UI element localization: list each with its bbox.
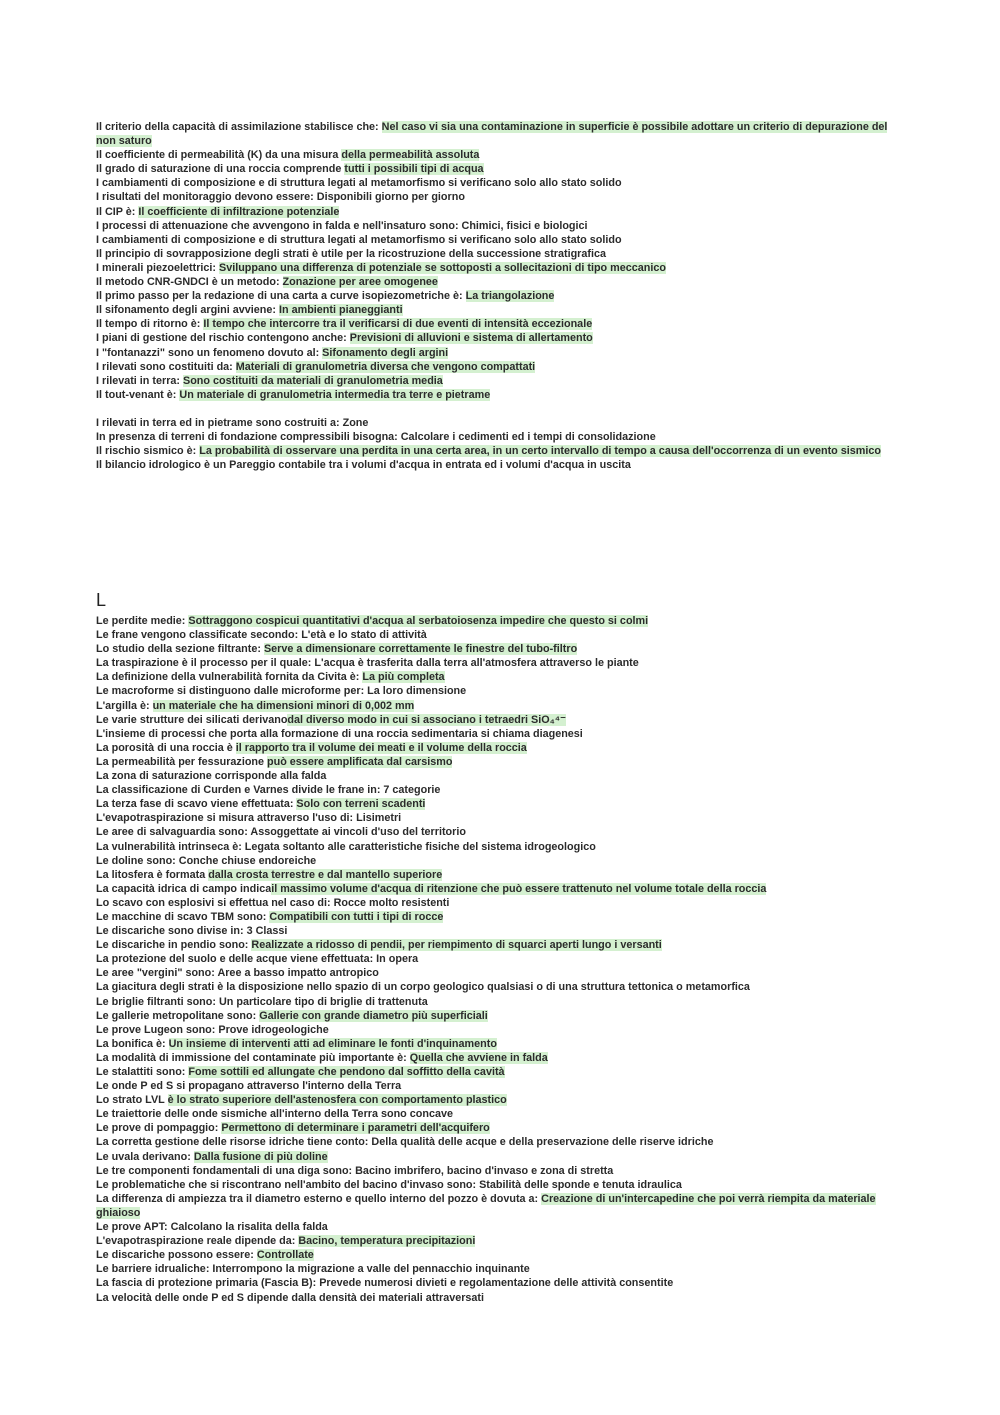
- qa-line: [96, 910, 908, 924]
- question-text: I piani di gestione del rischio contengono anche:: [96, 332, 350, 345]
- qa-line: [96, 952, 908, 966]
- question-text: Le onde P ed S si propagano attraverso l'interno della Terra: [96, 1080, 402, 1093]
- question-text: Il criterio della capacità di assimilazione stabilisce che:: [96, 121, 382, 133]
- qa-line: [96, 938, 908, 952]
- qa-line: [96, 868, 908, 882]
- qa-line: [96, 783, 908, 797]
- question-text: Le prove Lugeon sono: Prove idrogeologiche: [96, 1023, 329, 1036]
- section-letter: L: [96, 590, 107, 610]
- qa-line: [96, 727, 908, 741]
- question-text: La differenza di ampiezza tra il diametro esterno e quello interno del pozzo è dovuta a:: [96, 1192, 542, 1205]
- question-text: La definizione della vulnerabilità fornita da Civita è:: [96, 671, 363, 684]
- answer-highlight: Zonazione per aree omogenee: [282, 276, 438, 289]
- question-text: La classificazione di Curden e Varnes divide le frane in: 7 categorie: [96, 784, 441, 797]
- question-text: La bonifica è:: [96, 1037, 169, 1050]
- answer-highlight: il massimo volume d'acqua di ritenzione che può essere trattenuto nel volume totale della roccia: [271, 882, 767, 895]
- question-text: L'argilla è:: [96, 699, 153, 712]
- question-text: Le varie strutture dei silicati derivano: [96, 713, 288, 726]
- answer-highlight: Il coefficiente di infiltrazione potenziale: [138, 205, 340, 218]
- answer-highlight: è lo strato superiore dell'astenosfera con comportamento plastico: [167, 1094, 507, 1107]
- question-text: Lo scavo con esplosivi si effettua nel caso di: Rocce molto resistenti: [96, 896, 450, 909]
- qa-line: [96, 1121, 908, 1135]
- qa-line: [96, 1037, 908, 1051]
- qa-line: [96, 882, 908, 896]
- answer-highlight: Nel caso vi sia una contaminazione in superficie è possibile adottare un criterio di depurazione del non saturo: [96, 121, 888, 148]
- qa-line: [96, 317, 908, 331]
- qa-line: [96, 825, 908, 839]
- question-text: La vulnerabilità intrinseca è: Legata soltanto alle caratteristiche fisiche del sistema idrogeologico: [96, 840, 596, 853]
- question-text: La litosfera è formata: [96, 868, 209, 881]
- qa-line: [96, 1178, 908, 1192]
- qa-line: [96, 684, 908, 698]
- qa-line: [96, 148, 908, 162]
- question-text: Le stalattiti sono:: [96, 1066, 189, 1078]
- qa-section-2: [96, 614, 908, 1305]
- qa-line: [96, 346, 908, 360]
- question-text: I processi di attenuazione che avvengono in falda e nell'insaturo sono: Chimici, fisici e biologici: [96, 219, 588, 232]
- answer-highlight: un materiale che ha dimensioni minori di 0,002 mm: [152, 699, 415, 712]
- qa-line: [96, 1248, 908, 1262]
- qa-line: [96, 1135, 908, 1149]
- question-text: La porosità di una roccia è: [96, 741, 236, 754]
- qa-line: [96, 416, 908, 430]
- question-text: Le problematiche che si riscontrano nell'ambito del bacino d'invaso sono: Stabilità delle sponde e tenuta idraulica: [96, 1178, 682, 1191]
- question-text: La fascia di protezione primaria (Fascia B): Prevede numerosi divieti e regolamentazione delle attività consentite: [96, 1277, 674, 1290]
- qa-line: [96, 980, 908, 994]
- qa-line: [96, 1262, 908, 1276]
- question-text: Le prove APT: Calcolano la risalita della falda: [96, 1221, 328, 1234]
- question-text: La terza fase di scavo viene effettuata:: [96, 798, 297, 811]
- question-text: I rilevati in terra ed in pietrame sono costruiti a: Zone: [96, 416, 369, 429]
- question-text: Le aree "vergini" sono: Aree a basso impatto antropico: [96, 967, 379, 980]
- question-text: Le doline sono: Conche chiuse endoreiche: [96, 854, 317, 867]
- question-text: La giacitura degli strati è la disposizione nello spazio di un corpo geologico qualsiasi o di una struttura tettonica o metamorfica: [96, 981, 750, 994]
- answer-highlight: dalla crosta terrestre e dal mantello superiore: [208, 868, 443, 881]
- qa-line: [96, 303, 908, 317]
- answer-highlight: Sono costituiti da materiali di granulometria media: [183, 374, 443, 387]
- question-text: I rilevati in terra:: [96, 374, 184, 387]
- qa-line: [96, 1192, 908, 1220]
- qa-line: [96, 896, 908, 910]
- question-text: La capacità idrica di campo indica: [96, 882, 272, 895]
- qa-line: [96, 1291, 908, 1305]
- qa-line: [96, 614, 908, 628]
- answer-highlight: Sottraggono cospicui quantitativi d'acqua al serbatoiosenza impedire che questo si colmi: [188, 615, 649, 627]
- qa-line: [96, 190, 908, 204]
- question-text: Le tre componenti fondamentali di una diga sono: Bacino imbrifero, bacino d'invaso e zona di stretta: [96, 1164, 614, 1177]
- question-text: Le perdite medie:: [96, 615, 189, 627]
- answer-highlight: tutti i possibili tipi di acqua: [344, 163, 484, 176]
- answer-highlight: Realizzate a ridosso di pendii, per riempimento di squarci aperti lungo i versanti: [251, 939, 662, 952]
- qa-line: [96, 1234, 908, 1248]
- qa-line: [96, 444, 908, 458]
- question-text: Le frane vengono classificate secondo: L'età e lo stato di attività: [96, 629, 427, 642]
- qa-line: [96, 840, 908, 854]
- question-text: Le prove di pompaggio:: [96, 1122, 222, 1135]
- question-text: L'insieme di processi che porta alla formazione di una roccia sedimentaria si chiama diagenesi: [96, 727, 583, 740]
- qa-line: [96, 1150, 908, 1164]
- qa-line: [96, 261, 908, 275]
- question-text: I rilevati sono costituiti da:: [96, 360, 236, 373]
- question-text: I risultati del monitoraggio devono essere: Disponibili giorno per giorno: [96, 191, 465, 204]
- answer-highlight: In ambienti pianeggianti: [279, 304, 403, 317]
- qa-line: [96, 741, 908, 755]
- answer-highlight: il rapporto tra il volume dei meati e il volume della roccia: [235, 741, 527, 754]
- qa-line: [96, 628, 908, 642]
- question-text: Le discariche in pendio sono:: [96, 939, 252, 952]
- question-text: Le discariche possono essere:: [96, 1249, 257, 1262]
- qa-line: [96, 289, 908, 303]
- answer-highlight: La triangolazione: [465, 290, 555, 303]
- qa-line: [96, 811, 908, 825]
- answer-highlight: Un materiale di granulometria intermedia tra terre e pietrame: [179, 388, 491, 401]
- answer-highlight: Materiali di granulometria diversa che vengono compattati: [235, 360, 536, 373]
- question-text: Il rischio sismico è:: [96, 445, 200, 458]
- answer-highlight: Fome sottili ed allungate che pendono dal soffitto della cavità: [188, 1066, 505, 1078]
- question-text: Le macchine di scavo TBM sono:: [96, 910, 270, 923]
- qa-line: [96, 797, 908, 811]
- answer-highlight: della permeabilità assoluta: [341, 149, 480, 162]
- qa-line: [96, 247, 908, 261]
- qa-line: [96, 656, 908, 670]
- question-text: Il sifonamento degli argini avviene:: [96, 304, 279, 317]
- question-text: La permeabilità per fessurazione: [96, 755, 268, 768]
- qa-line: [96, 388, 908, 402]
- question-text: Le macroforme si distinguono dalle microforme per: La loro dimensione: [96, 685, 467, 698]
- qa-line: [96, 1107, 908, 1121]
- qa-line: [96, 120, 908, 148]
- qa-line: [96, 966, 908, 980]
- qa-line: [96, 670, 908, 684]
- qa-line: [96, 219, 908, 233]
- question-text: Lo studio della sezione filtrante:: [96, 643, 264, 656]
- answer-highlight: Dalla fusione di più doline: [193, 1150, 328, 1163]
- answer-highlight: dal diverso modo in cui si associano i tetraedri SiO₄⁴⁻: [287, 713, 566, 726]
- question-text: La modalità di immissione del contaminate più importante è:: [96, 1051, 410, 1064]
- answer-highlight: La più completa: [362, 671, 445, 684]
- question-text: In presenza di terreni di fondazione compressibili bisogna: Calcolare i cedimenti ed i tempi di consolidazione: [96, 431, 656, 444]
- qa-line: [96, 769, 908, 783]
- question-text: L'evapotraspirazione reale dipende da:: [96, 1235, 299, 1248]
- qa-line: [96, 854, 908, 868]
- question-text: La corretta gestione delle risorse idriche tiene conto: Della qualità delle acque e della preservazione delle riserve idriche: [96, 1136, 714, 1149]
- question-text: La traspirazione è il processo per il quale: L'acqua è trasferita dalla terra all'atmosfera attraverso le piante: [96, 657, 639, 670]
- question-text: Il tempo di ritorno è:: [96, 318, 204, 331]
- question-text: L'evapotraspirazione si misura attraverso l'uso di: Lisimetri: [96, 812, 402, 825]
- question-text: Le uvala derivano:: [96, 1150, 194, 1163]
- question-text: La velocità delle onde P ed S dipende dalla densità dei materiali attraversati: [96, 1291, 485, 1304]
- question-text: Il CIP è:: [96, 205, 139, 218]
- qa-line: [96, 374, 908, 388]
- qa-line: [96, 755, 908, 769]
- qa-line: [96, 233, 908, 247]
- qa-line: [96, 205, 908, 219]
- qa-section-1: [96, 120, 908, 472]
- answer-highlight: Permettono di determinare i parametri dell'acquifero: [221, 1122, 490, 1135]
- question-text: Il grado di saturazione di una roccia comprende: [96, 163, 345, 176]
- qa-line: [96, 458, 908, 472]
- question-text: Il metodo CNR-GNDCI è un metodo:: [96, 276, 283, 289]
- qa-line: [96, 331, 908, 345]
- qa-line: [96, 1009, 908, 1023]
- question-text: I cambiamenti di composizione e di struttura legati al metamorfismo si verificano solo allo stato solido: [96, 233, 622, 246]
- answer-highlight: Gallerie con grande diametro più superficiali: [259, 1009, 488, 1022]
- question-text: Le briglie filtranti sono: Un particolare tipo di briglie di trattenuta: [96, 995, 428, 1008]
- question-text: Il coefficiente di permeabilità (K) da una misura: [96, 149, 342, 162]
- qa-line: [96, 162, 908, 176]
- answer-highlight: Serve a dimensionare correttamente le finestre del tubo-filtro: [263, 643, 578, 656]
- answer-highlight: Previsioni di alluvioni e sistema di allertamento: [349, 332, 593, 345]
- qa-line: [96, 1065, 908, 1079]
- answer-highlight: può essere amplificata dal carsismo: [267, 755, 453, 768]
- qa-line: [96, 360, 908, 374]
- qa-line: [96, 699, 908, 713]
- question-text: La protezione del suolo e delle acque viene effettuata: In opera: [96, 953, 419, 966]
- qa-line: [96, 642, 908, 656]
- qa-line: [96, 275, 908, 289]
- question-text: Le barriere idrualiche: Interrompono la migrazione a valle del pennacchio inquinante: [96, 1263, 530, 1276]
- answer-highlight: Quella che avviene in falda: [409, 1051, 548, 1064]
- question-text: I "fontanazzi" sono un fenomeno dovuto al:: [96, 346, 323, 359]
- qa-line: [96, 430, 908, 444]
- answer-highlight: Solo con terreni scadenti: [296, 798, 426, 811]
- answer-highlight: Il tempo che intercorre tra il verificarsi di due eventi di intensità eccezionale: [203, 318, 593, 331]
- question-text: Il tout-venant è:: [96, 388, 180, 401]
- answer-highlight: La probabilità di osservare una perdita in una certa area, in un certo intervallo di tempo a causa dell'occorrenza di un evento sismico: [199, 445, 881, 458]
- qa-line: [96, 1220, 908, 1234]
- qa-line: [96, 1093, 908, 1107]
- question-text: Le traiettorie delle onde sismiche all'interno della Terra sono concave: [96, 1108, 453, 1121]
- answer-highlight: Sifonamento degli argini: [322, 346, 449, 359]
- qa-line: [96, 1079, 908, 1093]
- answer-highlight: Compatibili con tutti i tipi di rocce: [269, 910, 444, 923]
- qa-line: [96, 1051, 908, 1065]
- question-text: Il bilancio idrologico è un Pareggio contabile tra i volumi d'acqua in entrata ed i volumi d'acqua in uscita: [96, 459, 631, 472]
- qa-line: [96, 176, 908, 190]
- answer-highlight: Creazione di un'intercapedine che poi verrà riempita da materiale ghiaioso: [96, 1192, 876, 1219]
- question-text: La zona di saturazione corrisponde alla falda: [96, 770, 327, 783]
- qa-line: [96, 1276, 908, 1290]
- question-text: Le aree di salvaguardia sono: Assoggettate ai vincoli d'uso del territorio: [96, 826, 466, 839]
- qa-line: [96, 713, 908, 727]
- question-text: Il primo passo per la redazione di una carta a curve isopiezometriche è:: [96, 290, 466, 303]
- answer-highlight: Un insieme di interventi atti ad eliminare le fonti d'inquinamento: [168, 1037, 497, 1050]
- qa-line: [96, 1164, 908, 1178]
- qa-line: [96, 995, 908, 1009]
- qa-line: [96, 1023, 908, 1037]
- qa-line: [96, 402, 908, 416]
- question-text: I cambiamenti di composizione e di struttura legati al metamorfismo si verificano solo allo stato solido: [96, 177, 622, 190]
- answer-highlight: Sviluppano una differenza di potenziale se sottoposti a sollecitazioni di tipo meccanico: [219, 261, 666, 274]
- question-text: I minerali piezoelettrici:: [96, 261, 219, 274]
- question-text: Le discariche sono divise in: 3 Classi: [96, 925, 288, 938]
- answer-highlight: Controllate: [256, 1249, 314, 1262]
- answer-highlight: Bacino, temperatura precipitazioni: [298, 1235, 476, 1248]
- question-text: Lo strato LVL: [96, 1094, 168, 1107]
- question-text: Il principio di sovrapposizione degli strati è utile per la ricostruzione della successione stratigrafica: [96, 247, 606, 260]
- question-text: Le gallerie metropolitane sono:: [96, 1009, 260, 1022]
- qa-line: [96, 924, 908, 938]
